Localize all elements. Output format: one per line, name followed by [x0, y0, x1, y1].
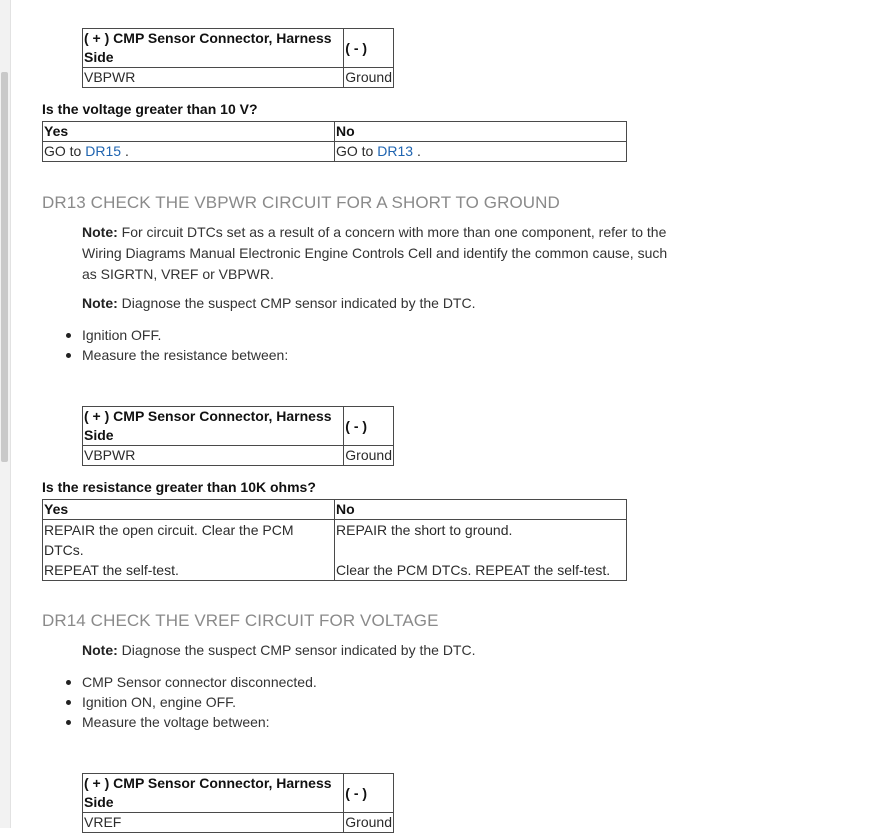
- connector-table-2: [82, 406, 394, 466]
- scrollbar-thumb[interactable]: [1, 72, 8, 462]
- dr14-steps: [42, 672, 317, 732]
- connector-table-1: [82, 28, 394, 88]
- connector-table-3: [82, 773, 394, 833]
- cell-ground: Ground: [344, 68, 394, 88]
- header-negative: ( - ): [344, 407, 394, 446]
- dr13-heading: DR13 CHECK THE VBPWR CIRCUIT FOR A SHORT TO GROUND: [42, 193, 560, 212]
- list-item: Measure the voltage between:: [42, 712, 317, 732]
- header-no: No: [335, 500, 627, 520]
- header-negative: ( - ): [344, 29, 394, 68]
- cell-yes-action: REPAIR the open circuit. Clear the PCM DTCs. REPEAT the self-test.: [43, 520, 335, 581]
- vertical-scrollbar[interactable]: [0, 0, 11, 828]
- header-negative: ( - ): [344, 774, 394, 813]
- table-header-row: [83, 774, 394, 813]
- table-row: [83, 68, 394, 88]
- header-yes: Yes: [43, 122, 335, 142]
- yes-no-table-2: [42, 499, 627, 581]
- table-header-row: [83, 29, 394, 68]
- question-voltage: Is the voltage greater than 10 V?: [42, 101, 258, 117]
- list-item: CMP Sensor connector disconnected.: [42, 672, 317, 692]
- header-connector: ( + ) CMP Sensor Connector, Harness Side: [83, 774, 344, 813]
- table-row: [83, 813, 394, 833]
- dr13-note-1: Note: For circuit DTCs set as a result of a concern with more than one component, refer to the Wiring Diagrams Manual Electronic Engine Controls Cell and identify the common cause, such as SIGRTN, VREF or VBPWR.: [82, 224, 668, 282]
- cell-vref: VREF: [83, 813, 344, 833]
- link-dr15[interactable]: DR15: [85, 143, 122, 159]
- dr14-note: Note: Diagnose the suspect CMP sensor indicated by the DTC.: [82, 642, 476, 658]
- note-label: Note:: [82, 642, 118, 658]
- table-header-row: [43, 122, 627, 142]
- link-dr13[interactable]: DR13: [377, 143, 414, 159]
- list-item: Ignition OFF.: [42, 325, 288, 345]
- header-no: No: [335, 122, 627, 142]
- header-connector: ( + ) CMP Sensor Connector, Harness Side: [83, 29, 344, 68]
- table-row: [43, 142, 627, 162]
- note-label: Note:: [82, 295, 118, 311]
- dr13-note-2: Note: Diagnose the suspect CMP sensor indicated by the DTC.: [82, 295, 476, 311]
- cell-vbpwr: VBPWR: [83, 68, 344, 88]
- header-connector: ( + ) CMP Sensor Connector, Harness Side: [83, 407, 344, 446]
- table-header-row: [83, 407, 394, 446]
- table-row: [43, 520, 627, 581]
- table-row: [83, 446, 394, 466]
- header-yes: Yes: [43, 500, 335, 520]
- cell-yes-action: GO to DR15 .: [43, 142, 335, 162]
- dr13-steps: [42, 325, 288, 365]
- note-label: Note:: [82, 224, 118, 240]
- yes-no-table-1: [42, 121, 627, 162]
- cell-ground: Ground: [344, 446, 394, 466]
- table-header-row: [43, 500, 627, 520]
- cell-ground: Ground: [344, 813, 394, 833]
- cell-no-action: REPAIR the short to ground. Clear the PCM DTCs. REPEAT the self-test.: [335, 520, 627, 581]
- list-item: Ignition ON, engine OFF.: [42, 692, 317, 712]
- question-resistance: Is the resistance greater than 10K ohms?: [42, 479, 316, 495]
- cell-no-action: GO to DR13 .: [335, 142, 627, 162]
- dr14-heading: DR14 CHECK THE VREF CIRCUIT FOR VOLTAGE: [42, 611, 439, 630]
- cell-vbpwr: VBPWR: [83, 446, 344, 466]
- list-item: Measure the resistance between:: [42, 345, 288, 365]
